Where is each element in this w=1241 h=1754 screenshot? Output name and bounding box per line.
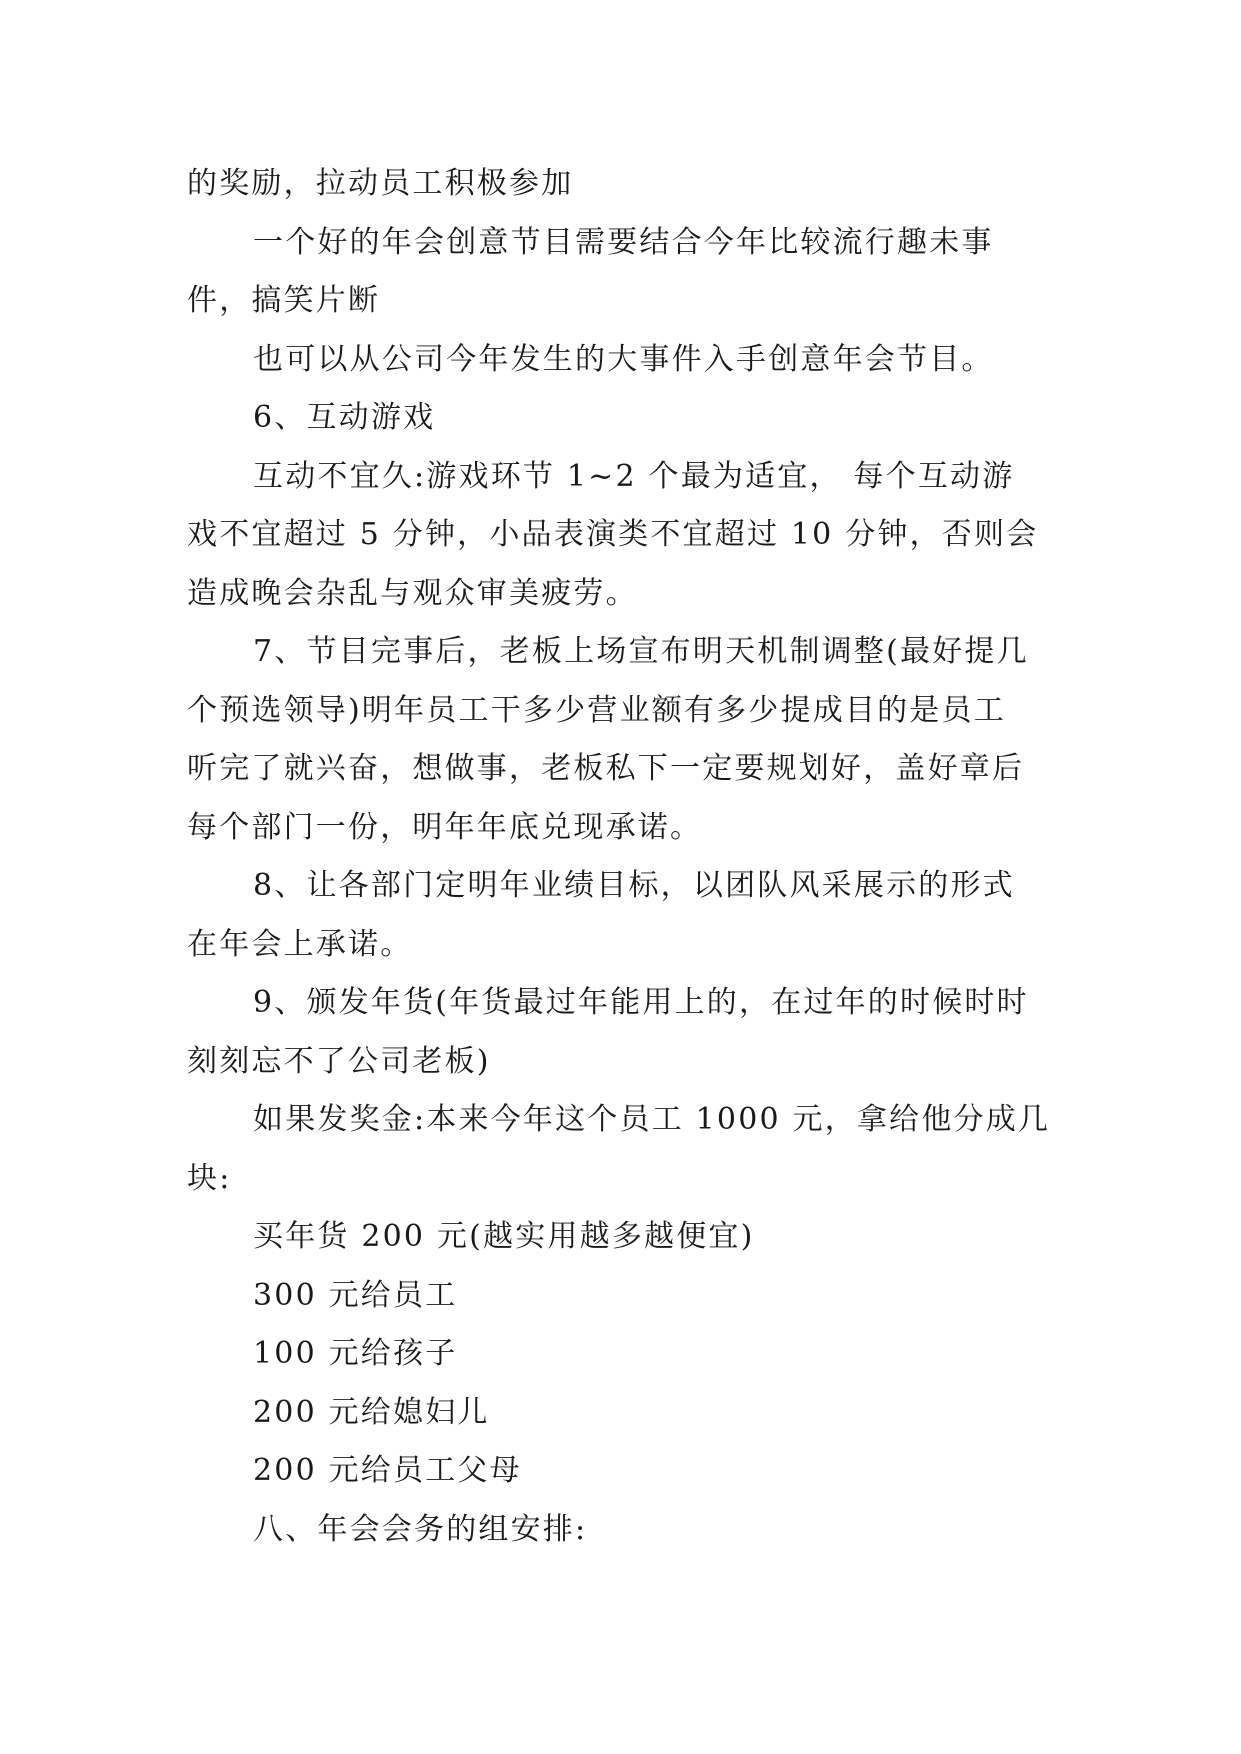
paragraph-line: 100 元给孩子: [253, 1336, 458, 1371]
paragraph-line: 7、节目完事后，老板上场宣布明天机制调整(最好提几: [253, 634, 1029, 669]
paragraph-line: 八、年会会务的组安排:: [253, 1511, 588, 1547]
paragraph-line: 每个部门一份，明年年底兑现承诺。: [187, 809, 703, 845]
paragraph-line: 个预选领导)明年员工干多少营业额有多少提成目的是员工: [187, 692, 1006, 728]
paragraph-line: 件，搞笑片断: [187, 283, 381, 318]
paragraph-line: 买年货 200 元(越实用越多越便宜): [253, 1219, 755, 1254]
paragraph-line: 听完了就兴奋，想做事，老板私下一定要规划好，盖好章后: [187, 751, 1025, 786]
paragraph-line: 在年会上承诺。: [187, 926, 413, 962]
paragraph-line: 也可以从公司今年发生的大事件入手创意年会节目。: [253, 341, 994, 377]
paragraph-line: 8、让各部门定明年业绩目标，以团队风采展示的形式: [253, 868, 1015, 903]
paragraph-line: 200 元给媳妇儿: [253, 1394, 490, 1430]
paragraph-line: 6、互动游戏: [253, 400, 436, 435]
paragraph-line: 200 元给员工父母: [253, 1453, 522, 1488]
paragraph-line: 一个好的年会创意节目需要结合今年比较流行趣未事: [253, 224, 994, 260]
paragraph-line: 刻刻忘不了公司老板): [187, 1043, 491, 1079]
document-body: [187, 155, 1057, 1559]
paragraph-line: 戏不宜超过 5 分钟，小品表演类不宜超过 10 分钟，否则会: [187, 517, 1039, 552]
paragraph-line: 如果发奖金:本来今年这个员工 1000 元，拿给他分成几: [253, 1102, 1051, 1137]
paragraph-line: 9、颁发年货(年货最过年能用上的，在过年的时候时时: [253, 985, 1029, 1020]
paragraph-line: 互动不宜久:游戏环节 1~2 个最为适宜， 每个互动游: [253, 458, 1015, 494]
paragraph-line: 的奖励，拉动员工积极参加: [187, 166, 574, 201]
paragraph-line: 造成晚会杂乱与观众审美疲劳。: [187, 575, 638, 611]
paragraph-line: 300 元给员工: [253, 1277, 458, 1313]
paragraph-line: 块:: [187, 1160, 232, 1196]
